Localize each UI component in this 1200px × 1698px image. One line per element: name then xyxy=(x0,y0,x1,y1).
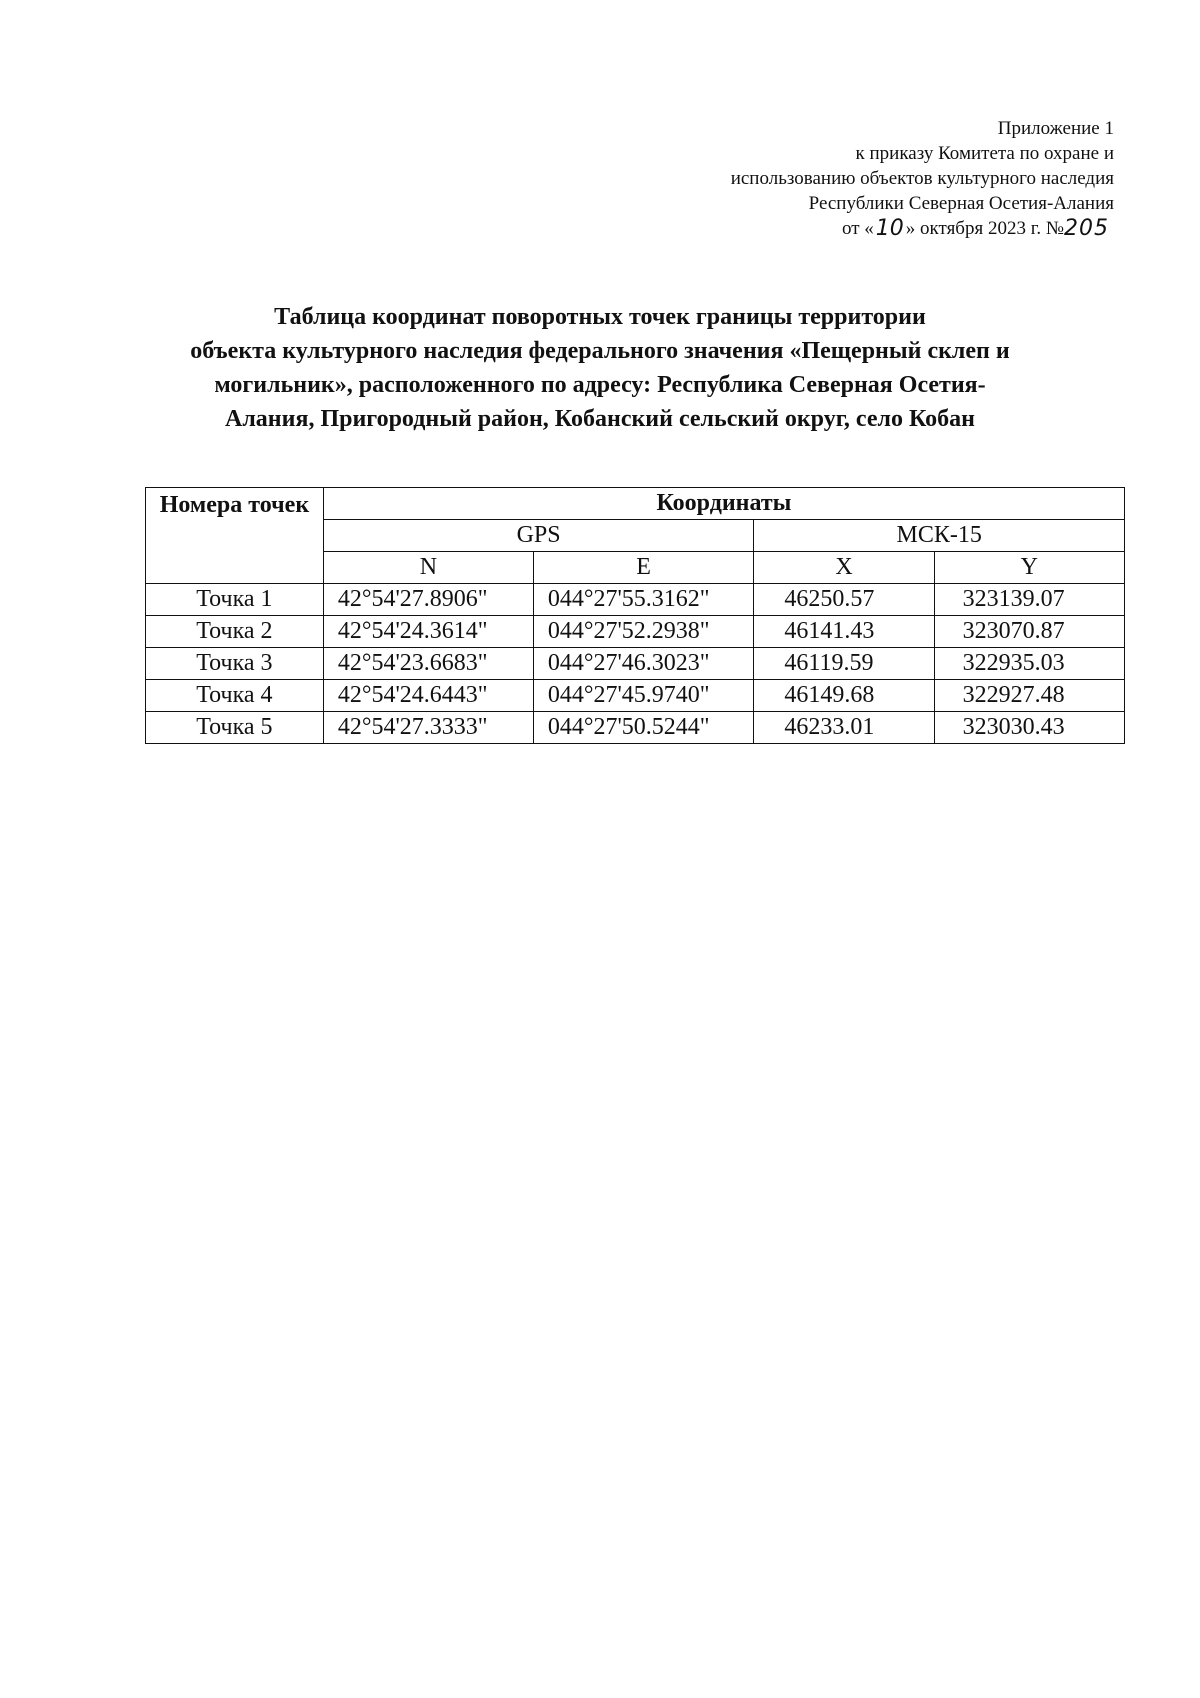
cell-point: Точка 1 xyxy=(146,584,324,616)
cell-e: 044°27'55.3162" xyxy=(533,584,753,616)
cell-y: 323139.07 xyxy=(934,584,1124,616)
table-row xyxy=(146,616,1125,648)
coordinates-table xyxy=(145,487,1125,744)
cell-x: 46149.68 xyxy=(754,680,934,712)
cell-e: 044°27'50.5244" xyxy=(533,712,753,744)
header-gps: GPS xyxy=(323,520,753,552)
handwritten-day: 10 xyxy=(875,216,904,241)
table-row xyxy=(146,680,1125,712)
cell-x: 46141.43 xyxy=(754,616,934,648)
cell-n: 42°54'24.6443" xyxy=(323,680,533,712)
cell-y: 322935.03 xyxy=(934,648,1124,680)
table-row xyxy=(146,584,1125,616)
cell-point: Точка 4 xyxy=(146,680,324,712)
table-row xyxy=(146,712,1125,744)
header-e: E xyxy=(533,552,753,584)
cell-point: Точка 3 xyxy=(146,648,324,680)
date-middle: » октября 2023 г. № xyxy=(905,218,1064,239)
date-prefix: от « xyxy=(841,218,874,239)
cell-n: 42°54'27.8906" xyxy=(323,584,533,616)
header-points xyxy=(146,488,324,584)
cell-y: 322927.48 xyxy=(934,680,1124,712)
title-line-4: Алания, Пригородный район, Кобанский сельский округ, село Кобан xyxy=(225,406,975,432)
cell-point: Точка 5 xyxy=(146,712,324,744)
header-msk: МСК-15 xyxy=(754,520,1125,552)
appendix-date-line xyxy=(731,216,1114,241)
cell-n: 42°54'23.6683" xyxy=(323,648,533,680)
cell-e: 044°27'45.9740" xyxy=(533,680,753,712)
cell-n: 42°54'27.3333" xyxy=(323,712,533,744)
cell-y: 323070.87 xyxy=(934,616,1124,648)
appendix-header xyxy=(731,116,1114,241)
table-row xyxy=(146,648,1125,680)
appendix-republic: Республики Северная Осетия-Алания xyxy=(808,193,1114,214)
title-line-2: объекта культурного наследия федерального значения «Пещерный склеп и xyxy=(190,338,1010,364)
handwritten-order-number: 205 xyxy=(1064,216,1109,241)
header-coordinates: Координаты xyxy=(323,488,1124,520)
cell-x: 46233.01 xyxy=(754,712,934,744)
cell-e: 044°27'52.2938" xyxy=(533,616,753,648)
header-x: X xyxy=(754,552,934,584)
cell-x: 46119.59 xyxy=(754,648,934,680)
cell-e: 044°27'46.3023" xyxy=(533,648,753,680)
appendix-order-ref: к приказу Комитета по охране и xyxy=(855,143,1114,164)
cell-n: 42°54'24.3614" xyxy=(323,616,533,648)
title-line-3: могильник», расположенного по адресу: Республика Северная Осетия- xyxy=(214,372,986,398)
cell-point: Точка 2 xyxy=(146,616,324,648)
appendix-label: Приложение 1 xyxy=(997,118,1114,139)
document-title xyxy=(130,300,1070,436)
header-points-label: Номера точек xyxy=(159,492,310,518)
cell-y: 323030.43 xyxy=(934,712,1124,744)
appendix-committee: использованию объектов культурного наследия xyxy=(730,168,1114,189)
header-y: Y xyxy=(934,552,1124,584)
title-line-1: Таблица координат поворотных точек границы территории xyxy=(274,304,926,330)
header-n: N xyxy=(323,552,533,584)
cell-x: 46250.57 xyxy=(754,584,934,616)
